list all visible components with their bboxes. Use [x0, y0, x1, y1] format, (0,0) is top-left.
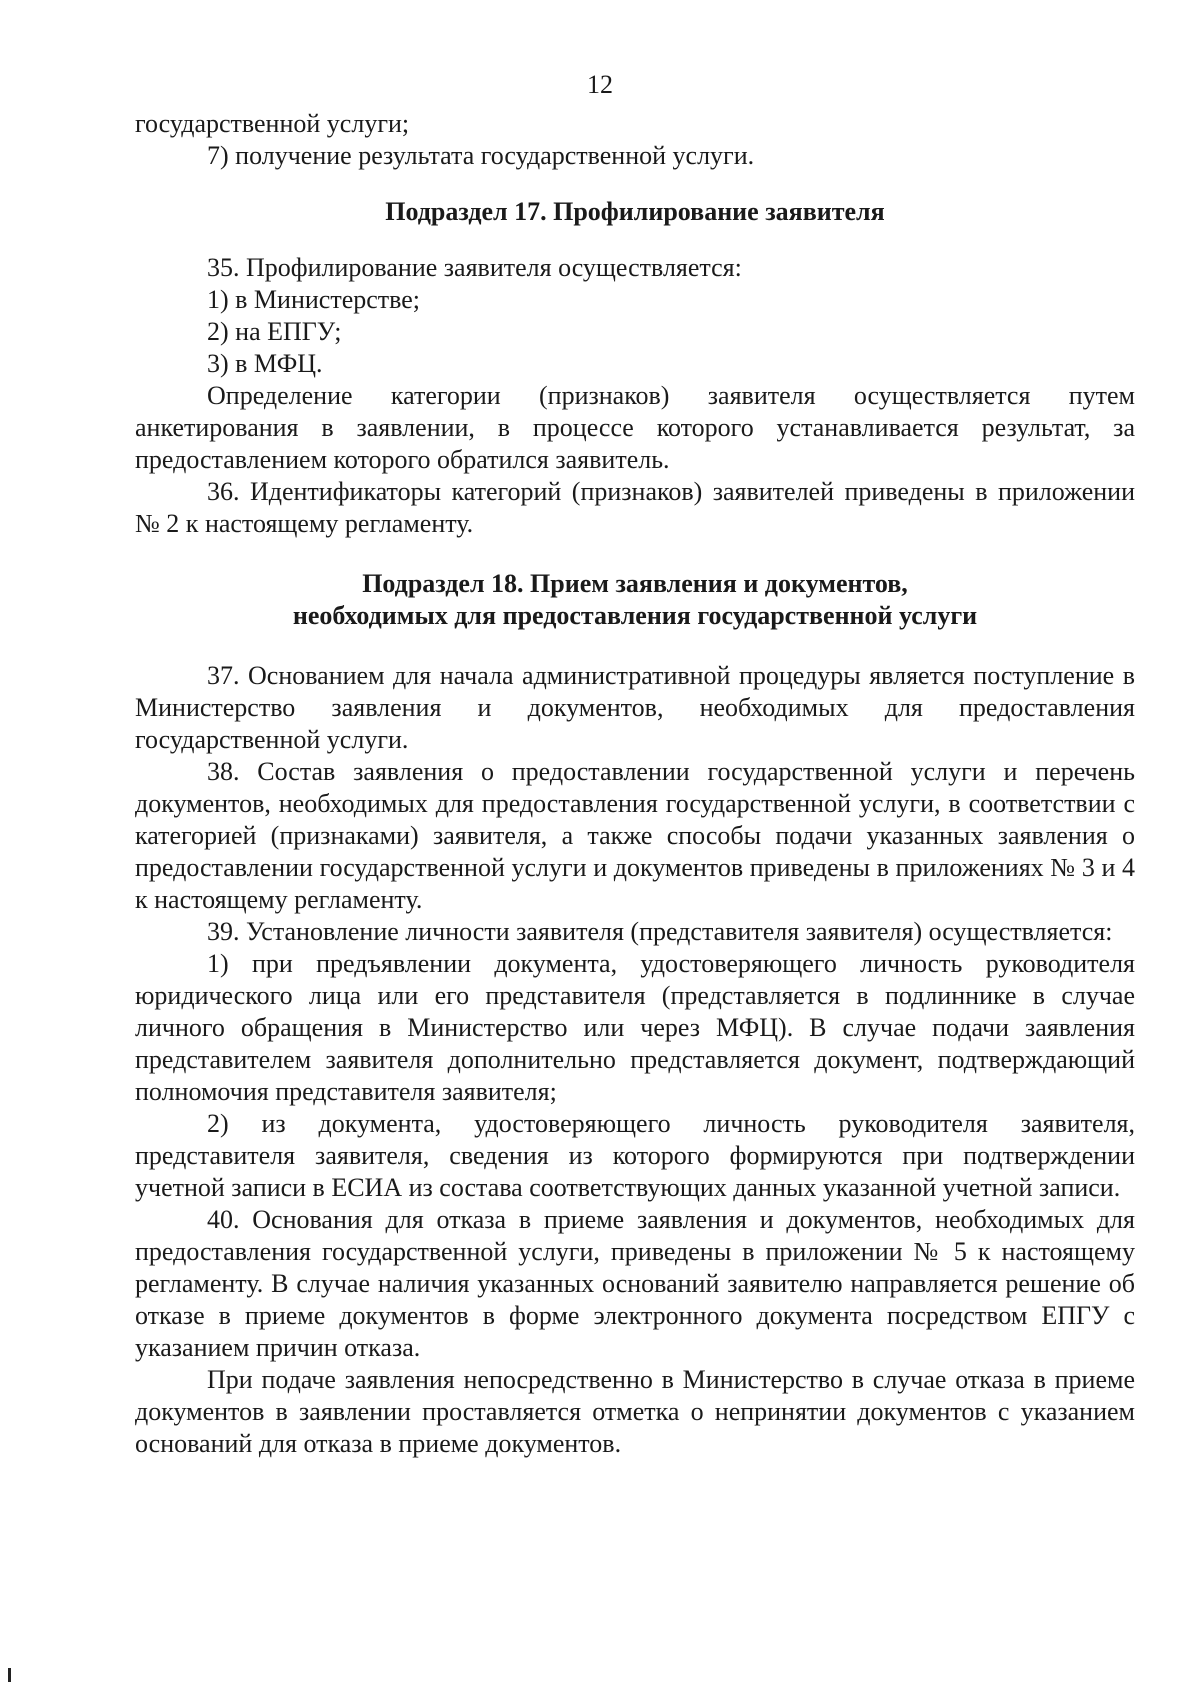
paragraph-36: 36. Идентификаторы категорий (признаков) заявителей приведены в приложении № 2 к настоящему регламенту.	[135, 477, 1135, 538]
paragraph-37: 37. Основанием для начала административной процедуры является поступление в Министерство заявления и документов, необходимых для предоставления государственной услуги.	[135, 661, 1135, 754]
list-item-2: 2) на ЕПГУ;	[207, 317, 342, 346]
paragraph-38: 38. Состав заявления о предоставлении государственной услуги и перечень документов, необходимых для предоставления государственной услуги, в соответствии с категорией (признаками) заявителя, а также способы подачи указанных заявления о предоставлении государственной услуги и документов приведены в приложениях № 3 и 4 к настоящему регламенту.	[135, 757, 1135, 914]
page-content	[135, 108, 1135, 1460]
scan-margin-mark	[8, 1668, 11, 1682]
page-number: 12	[587, 70, 613, 99]
list-item-3: 3) в МФЦ.	[207, 349, 323, 378]
list-item-1: 1) в Министерстве;	[207, 285, 421, 314]
paragraph-40: 40. Основания для отказа в приеме заявления и документов, необходимых для предоставления государственной услуги, приведены в приложении № 5 к настоящему регламенту. В случае наличия указанных оснований заявителю направляется решение об отказе в приеме документов в форме электронного документа посредством ЕПГУ с указанием причин отказа.	[135, 1205, 1135, 1362]
paragraph-refusal-note: При подаче заявления непосредственно в Министерство в случае отказа в приеме документов в заявлении проставляется отметка о непринятии документов с указанием оснований для отказа в приеме документов.	[135, 1365, 1135, 1458]
subsection-17-heading: Подраздел 17. Профилирование заявителя	[385, 197, 885, 226]
continuation-line: государственной услуги;	[135, 109, 410, 138]
paragraph-definition: Определение категории (признаков) заявителя осуществляется путем анкетирования в заявлении, в процессе которого устанавливается результат, за предоставлением которого обратился заявитель.	[135, 381, 1135, 474]
paragraph-39-item-1: 1) при предъявлении документа, удостоверяющего личность руководителя юридического лица или его представителя (представляется в подлиннике в случае личного обращения в Министерство или через МФЦ). В случае подачи заявления представителем заявителя дополнительно представляется документ, подтверждающий полномочия представителя заявителя;	[135, 949, 1135, 1106]
subsection-18-heading-line1: Подраздел 18. Прием заявления и документов,	[362, 569, 908, 598]
list-item-7: 7) получение результата государственной услуги.	[207, 141, 755, 170]
paragraph-39: 39. Установление личности заявителя (представителя заявителя) осуществляется:	[207, 917, 1113, 946]
subsection-18-heading-line2: необходимых для предоставления государственной услуги	[292, 601, 978, 630]
paragraph-39-item-2: 2) из документа, удостоверяющего личность руководителя заявителя, представителя заявителя, сведения из которого формируются при подтверждении учетной записи в ЕСИА из состава соответствующих данных указанной учетной записи.	[135, 1109, 1135, 1202]
paragraph-35: 35. Профилирование заявителя осуществляется:	[207, 253, 742, 282]
